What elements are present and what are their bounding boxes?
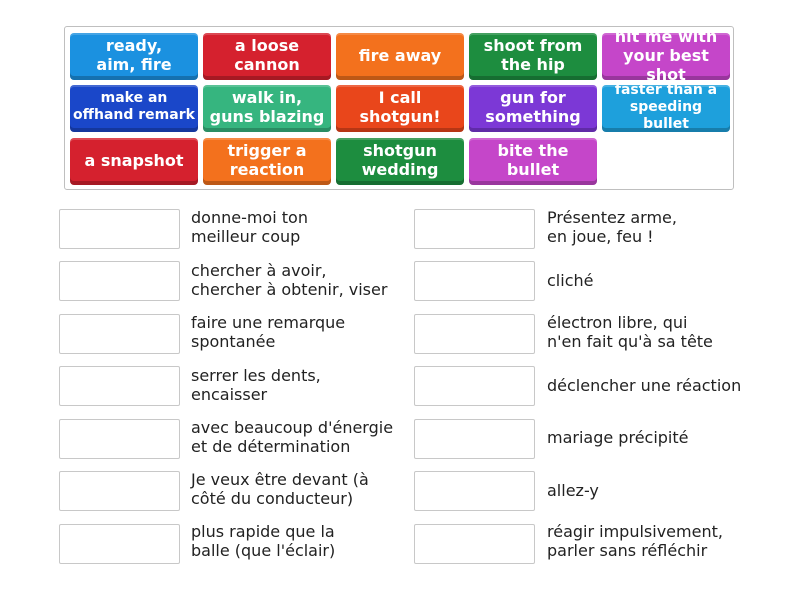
tile-fire-away[interactable]: fire away xyxy=(336,33,464,80)
definition-left-4: serrer les dents, encaisser xyxy=(191,366,321,404)
definition-right-7: réagir impulsivement, parler sans réfléchir xyxy=(547,522,723,560)
drop-slot-left-7[interactable] xyxy=(59,524,180,564)
tile-i-call-shotgun[interactable]: I call shotgun! xyxy=(336,85,464,132)
tile-shoot-from-the-hip[interactable]: shoot from the hip xyxy=(469,33,597,80)
tile-bite-the-bullet[interactable]: bite the bullet xyxy=(469,138,597,185)
tile-hit-me-with-your-best-shot[interactable]: hit me with your best shot xyxy=(602,33,730,80)
drop-slot-left-6[interactable] xyxy=(59,471,180,511)
drop-slot-left-3[interactable] xyxy=(59,314,180,354)
definition-left-3: faire une remarque spontanée xyxy=(191,313,346,351)
tile-walk-in-guns-blazing[interactable]: walk in, guns blazing xyxy=(203,85,331,132)
drop-slot-right-5[interactable] xyxy=(414,419,535,459)
drop-slot-right-2[interactable] xyxy=(414,261,535,301)
definition-right-2: cliché xyxy=(547,271,594,290)
definition-right-6: allez-y xyxy=(547,481,599,500)
tile-a-loose-cannon[interactable]: a loose cannon xyxy=(203,33,331,80)
drop-slot-left-2[interactable] xyxy=(59,261,180,301)
drop-slot-left-4[interactable] xyxy=(59,366,180,406)
definition-right-1: Présentez arme, en joue, feu ! xyxy=(547,208,677,246)
definition-left-1: donne-moi ton meilleur coup xyxy=(191,208,308,246)
tile-a-snapshot[interactable]: a snapshot xyxy=(70,138,198,185)
definition-right-3: électron libre, qui n'en fait qu'à sa tête xyxy=(547,313,713,351)
drop-slot-right-1[interactable] xyxy=(414,209,535,249)
definition-left-2: chercher à avoir, chercher à obtenir, viser xyxy=(191,261,388,299)
tile-shotgun-wedding[interactable]: shotgun wedding xyxy=(336,138,464,185)
definition-left-6: Je veux être devant (à côté du conducteur) xyxy=(191,470,369,508)
definition-left-5: avec beaucoup d'énergie et de détermination xyxy=(191,418,394,456)
drop-slot-right-6[interactable] xyxy=(414,471,535,511)
drop-slot-right-3[interactable] xyxy=(414,314,535,354)
tile-trigger-a-reaction[interactable]: trigger a reaction xyxy=(203,138,331,185)
definition-left-7: plus rapide que la balle (que l'éclair) xyxy=(191,522,336,560)
definition-right-4: déclencher une réaction xyxy=(547,376,742,395)
drop-slot-left-1[interactable] xyxy=(59,209,180,249)
drop-slot-right-4[interactable] xyxy=(414,366,535,406)
tile-gun-for-something[interactable]: gun for something xyxy=(469,85,597,132)
tile-faster-than-a-speeding-bullet[interactable]: faster than a speeding bullet xyxy=(602,85,730,132)
tile-ready-aim-fire[interactable]: ready, aim, fire xyxy=(70,33,198,80)
definition-right-5: mariage précipité xyxy=(547,428,689,447)
drop-slot-right-7[interactable] xyxy=(414,524,535,564)
drop-slot-left-5[interactable] xyxy=(59,419,180,459)
tile-make-an-offhand-remark[interactable]: make an offhand remark xyxy=(70,85,198,132)
